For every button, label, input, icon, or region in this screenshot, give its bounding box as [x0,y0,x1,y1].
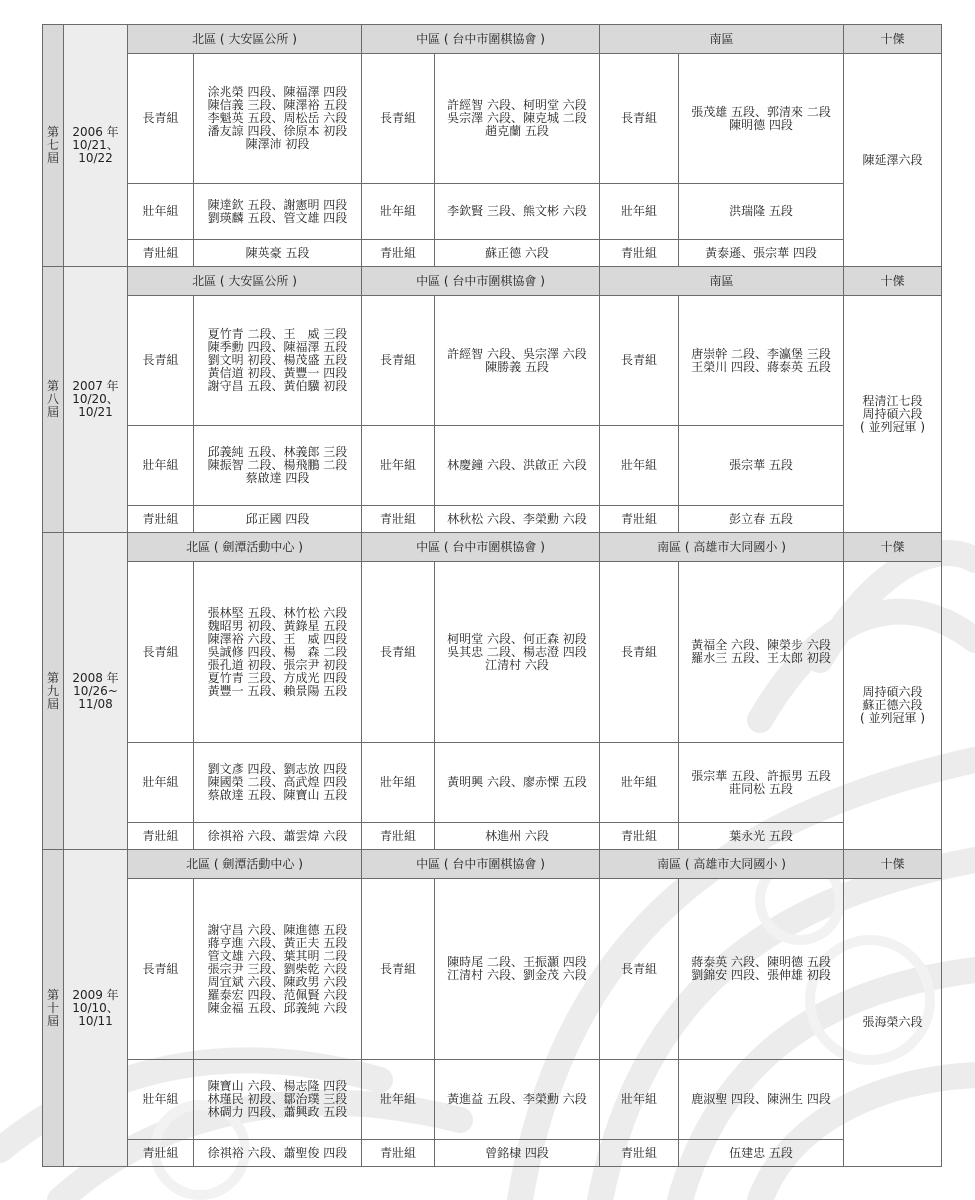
players-south-young [679,240,844,267]
edition-label [43,850,64,1167]
edition-header-row [43,267,942,296]
winner-line: 蘇正德六段 [862,698,923,712]
players-south-elder [679,562,844,743]
players-central-middle [435,1060,600,1140]
player-line: 劉瑛麟 五段、管文雄 四段 [207,210,348,225]
group-label: 壯年組 [128,1060,194,1140]
player-line: 陳澤裕 六段、王 威 四段 [207,631,348,646]
players-south-middle [679,426,844,506]
player-line: 吳宗澤 六段、陳克城 二段 [447,111,587,125]
group-row-middle [43,1060,942,1140]
player-line: 蔣亨進 六段、黃正夫 五段 [207,935,348,950]
player-line: 趙克蘭 五段 [485,124,549,138]
tournament-table [42,24,942,1167]
player-line: 黃豐一 五段、賴景陽 五段 [207,683,348,698]
player-line: 陳英豪 五段 [245,245,310,260]
region-central-header: 中區 ( 台中市圍棋協會 ) [362,267,600,296]
group-label: 長青組 [128,296,194,426]
player-line: 蔣泰英 六段、陳明德 五段 [691,955,831,969]
edition-char: 第 [46,125,59,139]
top-ten-header: 十傑 [844,25,942,54]
edition-char: 九 [46,683,59,698]
player-line: 王榮川 四段、蔣泰英 五段 [691,359,831,374]
top-ten-winner [844,54,942,267]
top-ten-header: 十傑 [844,267,942,296]
player-line: 夏竹青 三段、方成光 四段 [207,670,348,685]
edition-dates [64,850,128,1167]
top-ten-header: 十傑 [844,850,942,879]
group-label: 長青組 [362,879,435,1060]
player-line: 陳寶山 六段、楊志隆 四段 [207,1079,348,1093]
date-line: 2006 年 [72,125,119,139]
group-row-young [43,823,942,850]
players-north-elder [194,879,362,1060]
player-line: 徐祺裕 六段、蕭雲煒 六段 [207,828,348,843]
group-label: 長青組 [600,296,679,426]
players-central-middle [435,426,600,506]
player-line: 張宗華 五段、許振男 五段 [691,768,831,783]
player-line: 江清村 六段 [485,657,549,672]
player-line: 陳澤沛 初段 [245,137,310,151]
group-row-elder [43,296,942,426]
edition-char: 第 [46,987,59,1002]
group-label: 壯年組 [362,1060,435,1140]
player-line: 曾銘棣 四段 [485,1145,549,1160]
date-line: 10/22 [78,151,113,165]
player-line: 陳信義 三段、陳澤裕 五段 [207,98,348,112]
group-row-elder [43,879,942,1060]
region-south-header: 南區 [600,267,844,296]
winner-line: 周持碩六段 [862,406,923,421]
region-central-header: 中區 ( 台中市圍棋協會 ) [362,850,600,879]
date-line: 2009 年 [72,987,119,1002]
player-line: 蔡啟達 四段 [245,471,310,485]
group-label: 青壯組 [362,823,435,850]
players-north-young [194,823,362,850]
player-line: 唐崇幹 二段、李瀛堡 三段 [691,346,831,361]
player-line: 邱義純 五段、林義郎 三段 [207,445,348,459]
group-label: 壯年組 [128,426,194,506]
group-label: 壯年組 [128,743,194,823]
winner-line: ( 並列冠軍 ) [860,711,926,725]
winner-line: 張海榮六段 [862,1015,923,1029]
group-label: 青壯組 [362,240,435,267]
player-line: 鹿淑聖 四段、陳洲生 四段 [691,1092,831,1106]
player-line: 張宗華 五段 [729,458,793,472]
player-line: 林碉力 四段、蕭興政 五段 [207,1105,348,1119]
player-line: 黃福全 六段、陳榮步 六段 [691,638,831,652]
region-central-header: 中區 ( 台中市圍棋協會 ) [362,25,600,54]
player-line: 陳金福 五段、邱義純 六段 [207,1000,348,1015]
players-central-elder [435,296,600,426]
group-label: 青壯組 [600,1140,679,1167]
group-row-young [43,240,942,267]
player-line: 黃泰遜、張宗華 四段 [705,245,817,260]
region-north-header: 北區 ( 劍潭活動中心 ) [128,533,362,562]
region-central-header: 中區 ( 台中市圍棋協會 ) [362,533,600,562]
group-label: 長青組 [362,562,435,743]
edition-dates [64,533,128,850]
player-line: 周宜斌 六段、陳政男 六段 [207,974,348,989]
player-line: 魏昭男 初段、黃錄星 五段 [207,618,348,633]
player-line: 陳國榮 二段、高武煌 四段 [207,775,348,789]
player-line: 許經智 六段、吳宗澤 六段 [447,346,587,361]
edition-header-row [43,533,942,562]
player-line: 謝守昌 五段、黃伯驥 初段 [207,379,348,393]
edition-dates [64,25,128,267]
players-north-elder [194,54,362,184]
player-line: 彭立春 五段 [729,511,793,526]
players-north-elder [194,296,362,426]
edition-char: 第 [46,379,59,393]
date-line: 10/26~ [73,683,118,698]
player-line: 黃明興 六段、廖赤慄 五段 [447,775,587,789]
players-south-middle [679,1060,844,1140]
group-label: 壯年組 [600,184,679,240]
group-label: 長青組 [128,879,194,1060]
group-row-young [43,1140,942,1167]
player-line: 潘友諒 四段、徐原本 初段 [207,124,348,138]
player-line: 李欽賢 三段、熊文彬 六段 [447,204,587,218]
players-central-middle [435,184,600,240]
player-line: 林慶鐘 六段、洪啟正 六段 [447,458,587,472]
player-line: 吳誠修 四段、楊 森 二段 [207,644,348,659]
group-label: 壯年組 [600,426,679,506]
group-label: 青壯組 [128,506,194,533]
players-north-middle [194,184,362,240]
group-label: 壯年組 [362,743,435,823]
player-line: 柯明堂 六段、何正森 初段 [447,631,587,646]
player-line: 林進州 六段 [485,828,549,843]
players-central-middle [435,743,600,823]
group-label: 青壯組 [362,1140,435,1167]
winner-line: 陳延澤六段 [862,152,923,167]
group-label: 壯年組 [600,1060,679,1140]
players-central-young [435,506,600,533]
group-row-young [43,506,942,533]
group-label: 壯年組 [600,743,679,823]
top-ten-winner [844,879,942,1167]
date-line: 10/20、 [72,392,119,406]
winner-line: 程清江七段 [862,393,923,408]
players-south-elder [679,54,844,184]
date-line: 11/08 [78,696,113,711]
group-label: 壯年組 [362,426,435,506]
players-south-elder [679,879,844,1060]
edition-char: 屆 [46,151,59,165]
player-line: 林秋松 六段、李榮勳 六段 [447,511,587,526]
group-label: 壯年組 [362,184,435,240]
player-line: 管文雄 六段、葉其明 二段 [207,948,348,963]
players-north-elder [194,562,362,743]
player-line: 陳達欽 五段、謝憲明 四段 [207,197,348,212]
player-line: 陳季勳 四段、陳福澤 五段 [207,340,348,354]
date-line: 10/11 [78,1013,113,1028]
player-line: 林瑾民 初段、鄒治璞 三段 [207,1092,348,1106]
player-line: 陳時尾 二段、王振灝 四段 [447,955,587,969]
players-central-young [435,823,600,850]
edition-char: 屆 [46,405,59,419]
players-central-elder [435,879,600,1060]
group-label: 青壯組 [600,506,679,533]
region-south-header: 南區 [600,25,844,54]
region-north-header: 北區 ( 大安區公所 ) [128,25,362,54]
region-north-header: 北區 ( 劍潭活動中心 ) [128,850,362,879]
group-row-elder [43,54,942,184]
top-ten-winner [844,562,942,850]
region-south-header: 南區 ( 高雄市大同國小 ) [600,850,844,879]
player-line: 莊同松 五段 [729,781,793,796]
player-line: 蔡啟達 五段、陳寶山 五段 [207,788,348,802]
group-label: 青壯組 [600,240,679,267]
player-line: 劉錦安 四段、張伸雄 初段 [691,968,831,982]
player-line: 張宗尹 三段、劉柴乾 六段 [207,961,348,976]
player-line: 徐祺裕 六段、蕭聖俊 四段 [207,1145,348,1160]
player-line: 張孔道 初段、張宗尹 初段 [207,657,348,672]
players-central-elder [435,54,600,184]
group-label: 青壯組 [128,240,194,267]
edition-label [43,25,64,267]
group-row-middle [43,426,942,506]
players-north-young [194,240,362,267]
player-line: 張茂雄 五段、郭清來 二段 [691,104,831,119]
player-line: 吳其忠 二段、楊志澄 四段 [447,644,587,659]
edition-label [43,267,64,533]
players-south-middle [679,743,844,823]
edition-char: 屆 [46,696,59,711]
group-label: 青壯組 [600,823,679,850]
players-south-middle [679,184,844,240]
players-south-young [679,1140,844,1167]
players-north-middle [194,743,362,823]
edition-char: 七 [46,138,59,152]
players-south-young [679,506,844,533]
edition-header-row [43,25,942,54]
player-line: 黃信道 初段、黃豐一 四段 [207,366,348,380]
player-line: 陳振智 二段、楊飛鵬 二段 [207,458,348,472]
edition-label [43,533,64,850]
players-central-elder [435,562,600,743]
player-line: 江清村 六段、劉金茂 六段 [447,968,587,982]
players-central-young [435,1140,600,1167]
date-line: 10/21 [78,405,113,419]
group-label: 長青組 [600,879,679,1060]
player-line: 謝守昌 六段、陳進德 五段 [207,922,348,937]
player-line: 劉文彥 四段、劉志放 四段 [207,762,348,776]
player-line: 葉永光 五段 [729,828,793,843]
players-north-young [194,1140,362,1167]
edition-char: 八 [46,392,59,406]
region-south-header: 南區 ( 高雄市大同國小 ) [600,533,844,562]
top-ten-winner [844,296,942,533]
player-line: 陳勝義 五段 [485,359,549,374]
player-line: 劉文明 初段、楊茂盛 五段 [207,353,348,367]
group-label: 長青組 [362,54,435,184]
player-line: 羅泰宏 四段、范佩賢 六段 [207,987,348,1002]
group-label: 青壯組 [128,1140,194,1167]
group-row-elder [43,562,942,743]
edition-dates [64,267,128,533]
player-line: 夏竹青 二段、王 威 三段 [207,327,348,341]
player-line: 張林堅 五段、林竹松 六段 [207,605,348,620]
players-north-middle [194,426,362,506]
player-line: 涂兆榮 四段、陳福澤 四段 [207,85,348,99]
player-line: 洪瑞隆 五段 [729,204,793,218]
group-row-middle [43,743,942,823]
edition-char: 第 [46,670,59,685]
group-label: 青壯組 [362,506,435,533]
player-line: 黃進益 五段、李榮勳 六段 [447,1092,587,1106]
date-line: 10/21、 [72,138,119,152]
group-label: 長青組 [600,54,679,184]
player-line: 邱正國 四段 [245,511,310,526]
date-line: 2008 年 [72,670,119,685]
players-north-young [194,506,362,533]
player-line: 許經智 六段、柯明堂 六段 [447,98,587,112]
player-line: 伍建忠 五段 [729,1145,793,1160]
group-label: 長青組 [128,562,194,743]
group-label: 壯年組 [128,184,194,240]
edition-char: 屆 [46,1013,59,1028]
player-line: 李魁英 五段、周松岳 六段 [207,111,348,125]
edition-header-row [43,850,942,879]
player-line: 羅水三 五段、王太郎 初段 [691,651,831,665]
top-ten-header: 十傑 [844,533,942,562]
group-label: 青壯組 [128,823,194,850]
date-line: 2007 年 [72,379,119,393]
player-line: 陳明德 四段 [729,117,793,132]
winner-line: 周持碩六段 [862,685,923,699]
players-central-young [435,240,600,267]
date-line: 10/10、 [72,1000,119,1015]
players-south-young [679,823,844,850]
player-line: 蘇正德 六段 [485,245,549,260]
group-label: 長青組 [362,296,435,426]
players-south-elder [679,296,844,426]
players-north-middle [194,1060,362,1140]
winner-line: ( 並列冠軍 ) [860,419,926,434]
group-label: 長青組 [128,54,194,184]
group-label: 長青組 [600,562,679,743]
group-row-middle [43,184,942,240]
region-north-header: 北區 ( 大安區公所 ) [128,267,362,296]
edition-char: 十 [46,1000,59,1015]
